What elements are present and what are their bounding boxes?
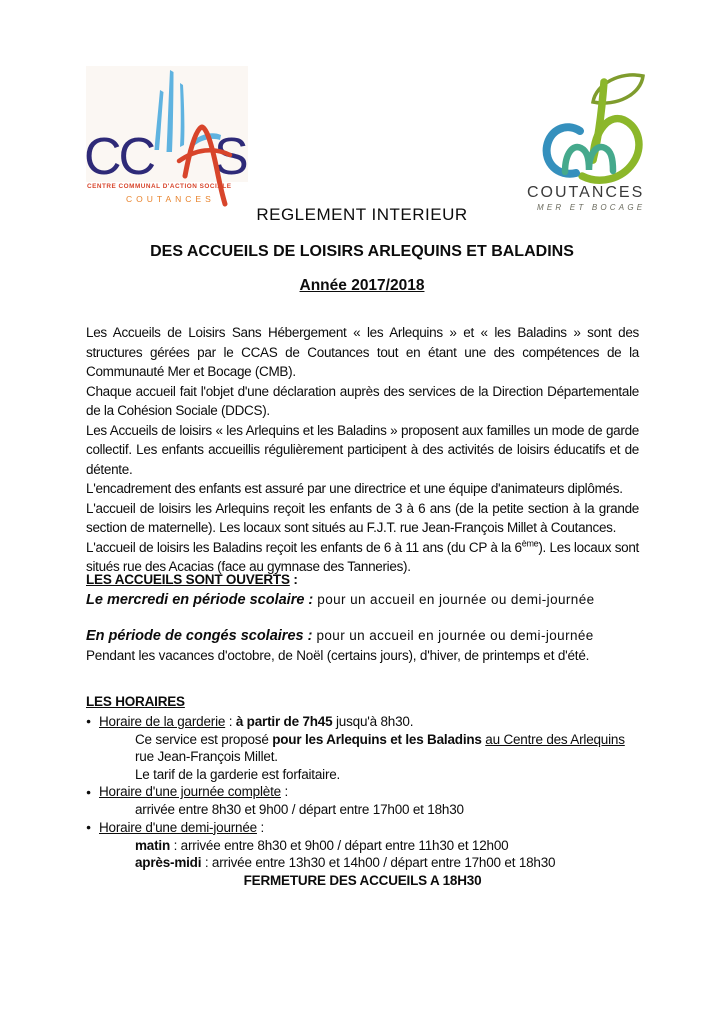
ccas-logo — [86, 64, 248, 216]
garderie-start-time: à partir de 7h45 — [235, 713, 333, 729]
intro-paragraph-declaration: Chaque accueil fait l'objet d'une déclaration auprès des services de la Direction Départementale de la Cohésion Sociale (DDCS). — [86, 383, 639, 418]
schedule-heading-text: LES HORAIRES — [86, 694, 185, 709]
garderie-end-time: jusqu'à 8h30. — [332, 713, 414, 729]
garderie-tarif-line: Le tarif de la garderie est forfaitaire. — [135, 766, 341, 782]
cmb-city-label: COUTANCES — [527, 184, 645, 201]
bullet-icon: ● — [86, 716, 91, 726]
morning-label: matin — [135, 837, 171, 853]
baladins-text-pre: L'accueil de loisirs les Baladins reçoit les enfants de 6 à 11 ans (du CP à la 6 — [86, 539, 522, 555]
holidays-detail-line: Pendant les vacances d'octobre, de Noël (certains jours), d'hiver, de printemps et d'été. — [86, 648, 590, 663]
ccas-caption-line2: COUTANCES — [126, 194, 215, 204]
ccas-letter-s: S — [214, 128, 248, 186]
afternoon-detail: : arrivée entre 13h30 et 14h00 / départ entre 17h00 et 18h30 — [201, 855, 556, 870]
bullet-icon: ● — [86, 822, 91, 832]
intro-paragraph-encadrement: L'encadrement des enfants est assuré par une directrice et une équipe d'animateurs diplômés. — [86, 481, 623, 496]
opening-days-heading-colon: : — [289, 572, 298, 587]
ccas-caption-line1: CENTRE COMMUNAL D'ACTION SOCIALE — [87, 183, 232, 190]
bullet-icon: ● — [86, 786, 91, 797]
full-day-detail-line: arrivée entre 8h30 et 9h00 / départ entre 17h00 et 18h30 — [135, 802, 464, 817]
garderie-service-bold: pour les Arlequins et les Baladins — [272, 731, 486, 747]
baladins-superscript: ème — [521, 538, 539, 548]
closing-time-notice: FERMETURE DES ACCUEILS A 18H30 — [243, 872, 482, 888]
intro-section — [86, 323, 639, 577]
half-day-bullet-line — [86, 819, 639, 837]
garderie-service-pre: Ce service est proposé — [135, 731, 273, 747]
wednesday-line — [86, 590, 639, 610]
wednesday-label: Le mercredi en période scolaire : — [86, 592, 318, 608]
ccas-letters-cc: CC — [86, 128, 154, 186]
half-day-afternoon-line — [86, 854, 639, 872]
holidays-line — [86, 626, 639, 646]
opening-days-heading-text: LES ACCUEILS SONT OUVERTS — [86, 572, 290, 587]
intro-paragraph-structures: Les Accueils de Loisirs Sans Hébergement « les Arlequins » et « les Baladins » sont des structures gérées par le CCAS de Coutances tout en étant une des compétences de la Communauté Mer et Bocage (CMB). — [86, 325, 639, 379]
intro-paragraph-mode-garde: Les Accueils de loisirs « les Arlequins et les Baladins » proposent aux familles un mode de garde collectif. Les enfants accueillis régulièrement participent à des activités de loisirs éducatifs et de détente. — [86, 422, 639, 477]
garderie-sep: : — [225, 713, 236, 729]
cmb-letter-m-icon — [565, 147, 613, 172]
holidays-text: pour un accueil en journée ou demi-journée — [316, 628, 594, 643]
garderie-service-line — [86, 731, 639, 766]
schedule-heading — [86, 693, 639, 711]
ccas-logo-graphic — [86, 64, 248, 216]
schedule-section — [86, 693, 639, 889]
garderie-label: Horaire de la garderie — [99, 713, 226, 729]
garderie-bullet-line — [86, 713, 639, 731]
morning-detail: : arrivée entre 8h30 et 9h00 / départ entre 11h30 et 12h00 — [170, 837, 509, 853]
intro-paragraph-arlequins: L'accueil de loisirs les Arlequins reçoit les enfants de 3 à 6 ans (de la petite section à la grande section de maternelle). Les locaux sont situés au F.J.T. rue Jean-François Millet à Coutances. — [86, 500, 639, 535]
garderie-service-post: rue Jean-François Millet. — [135, 749, 278, 764]
wednesday-text: pour un accueil en journée ou demi-journée — [317, 592, 595, 607]
document-year-text: Année 2017/2018 — [299, 277, 425, 294]
cmb-tagline-label: MER ET BOCAGE — [537, 203, 646, 212]
opening-days-heading — [86, 570, 639, 590]
afternoon-label: après-midi — [135, 855, 202, 870]
document-year — [0, 277, 724, 295]
cmb-logo-graphic — [525, 68, 655, 216]
half-day-morning-line — [86, 837, 639, 855]
cmb-logo — [525, 68, 655, 216]
half-day-label: Horaire d'une demi-journée — [99, 819, 257, 835]
baladins-text-post: ). Les locaux sont situés rue des Acacias (face au gymnase des Tanneries). — [86, 539, 640, 574]
garderie-service-location: au Centre des Arlequins — [485, 731, 625, 747]
full-day-bullet-line — [86, 783, 639, 801]
half-day-colon: : — [256, 819, 265, 835]
holidays-label: En période de congés scolaires : — [86, 628, 317, 644]
document-title: REGLEMENT INTERIEUR — [256, 205, 468, 224]
full-day-colon: : — [280, 784, 289, 799]
full-day-label: Horaire d'une journée complète — [99, 784, 281, 799]
opening-days-section — [86, 570, 639, 666]
document-subtitle: DES ACCUEILS DE LOISIRS ARLEQUINS ET BALADINS — [150, 243, 574, 260]
